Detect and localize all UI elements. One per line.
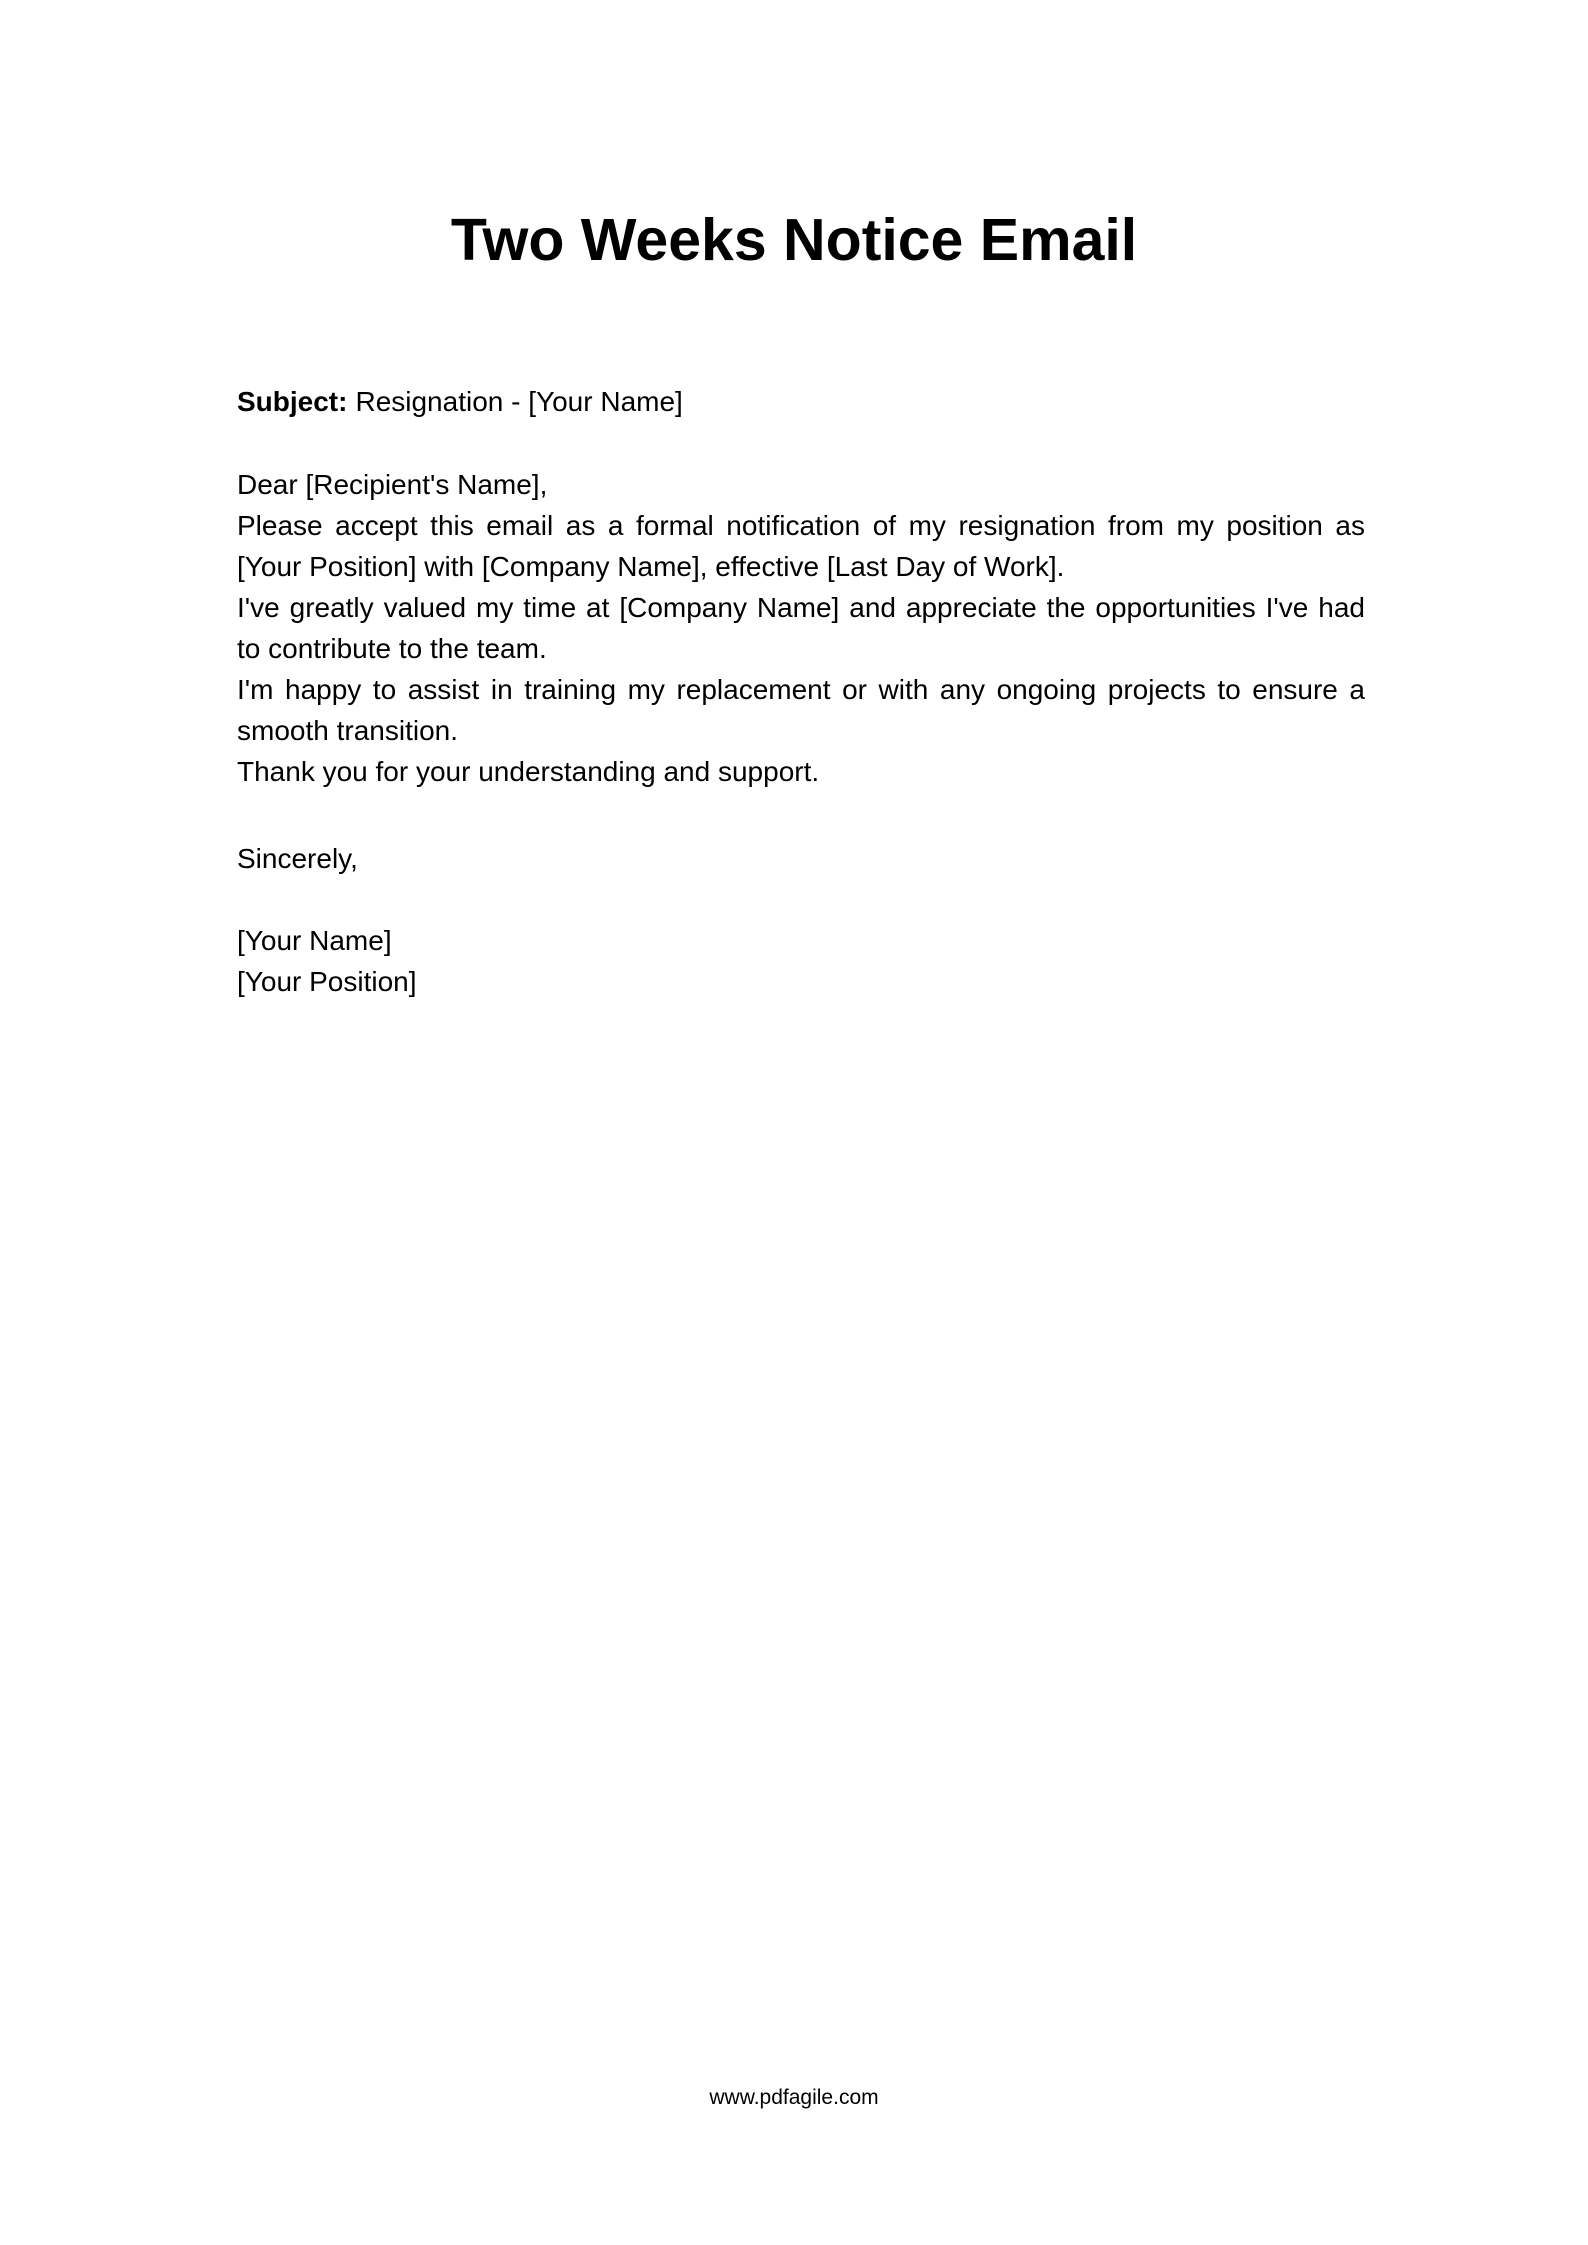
closing-text: Sincerely, [237, 843, 358, 874]
blank-line [237, 879, 1365, 920]
signature-position: [Your Position] [237, 966, 417, 997]
body-line: Dear [Recipient's Name], [237, 469, 548, 500]
subject-value: Resignation - [Your Name] [355, 386, 683, 417]
body-line: smooth transition. [237, 715, 458, 746]
body-line: I've greatly valued my time at [Company Name] and appreciate the opportunities I've had [237, 592, 1365, 623]
document-title: Two Weeks Notice Email [450, 207, 1138, 273]
body-line: I'm happy to assist in training my replacement or with any ongoing projects to ensure a [237, 674, 1365, 705]
email-content [237, 464, 1365, 1002]
footer-website: www.pdfagile.com [709, 2086, 879, 2109]
subject-label: Subject: [237, 386, 348, 417]
body-line: Please accept this email as a formal notification of my resignation from my position as [237, 510, 1365, 541]
body-line: Thank you for your understanding and support. [237, 756, 820, 787]
body-line: to contribute to the team. [237, 633, 547, 664]
email-body [237, 464, 1365, 792]
body-line: [Your Position] with [Company Name], effective [Last Day of Work]. [237, 551, 1065, 582]
signature-name: [Your Name] [237, 925, 392, 956]
blank-line [237, 792, 1365, 833]
subject-line [237, 381, 1365, 422]
